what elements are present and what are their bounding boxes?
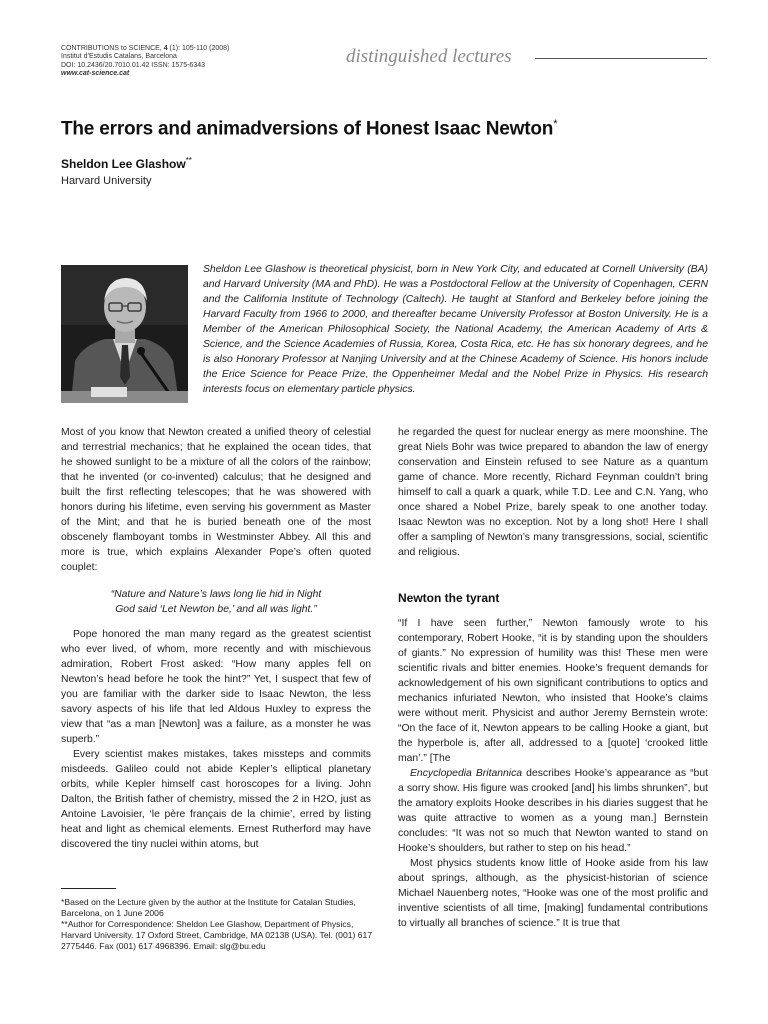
author-photo-image xyxy=(61,265,188,403)
paragraph: Most physics students know little of Hooke aside from his law about springs, although, as the physicist-historian of science Michael Nauenberg notes, “Hooke was one of the most prolific and inventive scientists of all time, [making] fundamental contributions to virtually all branches of science.” It is true that xyxy=(398,858,708,929)
paragraph: Pope honored the man many regard as the greatest scientist who ever lived, of whom, more recently and with mischievous admiration, Robert Frost asked: “How many apples fell on Newton’s head before he took the hint?” Yet, I suspect that few of you are familiar with the darker side to Isaac Newton, the less savory aspects of his life that led Aldous Huxley to express the view that “as a man [Newton] was a failure, as a monster he was superb.” xyxy=(61,629,371,745)
footnotes xyxy=(61,897,373,952)
institute-line: Institut d’Estudis Catalans, Barcelona xyxy=(61,53,177,61)
journal-citation: CONTRIBUTIONS to SCIENCE, 4 (1): 105-110 (2008) xyxy=(61,45,230,52)
couplet-line-2: God said ‘Let Newton be,’ and all was light.” xyxy=(115,604,317,615)
footnote-2: **Author for Correspondence: Sheldon Lee Glashow, Department of Physics, Harvard University. 17 Oxford Street, Cambridge, MA 02138 (USA). Tel. (001) 617 2775446. Fax (001) 617 4968396. Email: slg@bu.edu xyxy=(61,919,373,951)
paragraph: Encyclopedia Britannica describes Hooke’s appearance as “but a sorry show. His figure was crooked [and] his limbs shrunken”, but the amatory exploits Hooke describes in his diaries suggest that he was quite attractive to women as a young man.] Bernstein concludes: “It was not so much that Newton wanted to stand on Hooke’s shoulders, but rather to step on his head.” xyxy=(398,768,708,854)
section-label: distinguished lectures xyxy=(346,46,512,67)
paragraph: Most of you know that Newton created a unified theory of celestial and terrestrial mechanics; that he explained the ocean tides, that he showed sunlight to be a mixture of all the colors of the rainbow; that he invented (or co-invented) calculus; that he designed and built the first reflecting telescopes; that he was showered with honors during his lifetime, even serving his government as Master of the Mint; and that he is buried beneath one of the most obscenely flamboyant tombs in Westminster Abbey. All this and more is true, which explains Alexander Pope’s often quoted couplet: xyxy=(61,427,371,573)
pope-couplet xyxy=(61,587,371,617)
footnote-1: *Based on the Lecture given by the author at the Institute for Catalan Studies, Barcelona, on 1 June 2006 xyxy=(61,897,356,918)
encyclopedia-title: Encyclopedia Britannica xyxy=(410,768,523,779)
body-column-left xyxy=(61,425,371,852)
paragraph: “If I have seen further,” Newton famously wrote to his contemporary, Robert Hooke, “it is by standing upon the shoulders of giants.” No expression of humility was this! These men were scientific rivals and bitter enemies. Hooke’s frequent demands for acknowledgement of his own significant contributions to optics and mechanics infuriated Newton, who insisted that Hooke’s claims were without merit. Physicist and author Jeremy Bernstein wrote: “On the face of it, Newton appears to be calling Hooke a giant, but the hyperbole is, after all, addressed to a [quote] ‘crooked little man’.” [The xyxy=(398,618,708,764)
author-bio: Sheldon Lee Glashow is theoretical physicist, born in New York City, and educated at Cornell University (BA) and Harvard University (MA and PhD). He was a Postdoctoral Fellow at the University of Copenhagen, CERN and the California Institute of Technology (Caltech). He taught at Stanford and Berkeley before joining the Harvard Faculty from 1966 to 2000, and thereafter became University Professor at Boston University. He is a Member of the American Philosophical Society, the National Academy, the American Academy of Arts & Science, and the Science Academies of Russia, Korea, Costa Rica, etc. He has six honorary degrees, and he is also Honorary Professor at Nanjing University and at the Chinese Academy of Science. His honors include the Erice Science for Peace Prize, the Oppenheimer Medal and the Nobel Prize in Physics. His research interests focus on elementary particle physics. xyxy=(203,264,708,395)
couplet-line-1: “Nature and Nature’s laws long lie hid in Night xyxy=(110,589,322,600)
article-title: The errors and animadversions of Honest Isaac Newton* xyxy=(61,118,558,140)
journal-volume: 4 xyxy=(163,45,168,52)
website-link[interactable]: www.cat-science.cat xyxy=(61,70,130,78)
doi-line: DOI: 10.2436/20.7010.01.42 ISSN: 1575-6343 xyxy=(61,61,205,69)
author-photo xyxy=(61,265,188,403)
paragraph: Every scientist makes mistakes, takes missteps and commits misdeeds. Galileo could not abide Kepler’s elliptical planetary orbits, while Kepler himself cast horoscopes for a living. John Dalton, the British father of chemistry, missed the 2 in H2O, just as Antoine Lavoisier, ‘le père français de la chimie’, erred by listing heat and light as chemical elements. Ernest Rutherford may have discovered the tiny nuclei within atoms, but xyxy=(61,749,371,850)
author-footnote-mark[interactable]: ** xyxy=(185,156,192,165)
header-rule xyxy=(535,58,707,59)
title-footnote-mark[interactable]: * xyxy=(553,118,558,130)
author-name: Sheldon Lee Glashow** xyxy=(61,156,192,171)
footnote-rule xyxy=(61,888,116,889)
journal-info xyxy=(61,45,321,79)
body-column-right xyxy=(398,425,708,931)
author-affiliation: Harvard University xyxy=(61,175,152,187)
paragraph: he regarded the quest for nuclear energy as mere moonshine. The great Niels Bohr was twice prepared to abandon the law of energy conservation and Einstein refused to see Nature as a quantum game of chance. More recently, Richard Feynman couldn’t bring himself to call a quark a quark, while T.D. Lee and C.N. Yang, who once shared a Nobel Prize, barely speak to one another today. Isaac Newton was no exception. Not by a long shot! Here I shall offer a sampling of Newton’s many transgressions, social, scientific and religious. xyxy=(398,427,708,558)
section-heading: Newton the tyrant xyxy=(398,591,500,605)
